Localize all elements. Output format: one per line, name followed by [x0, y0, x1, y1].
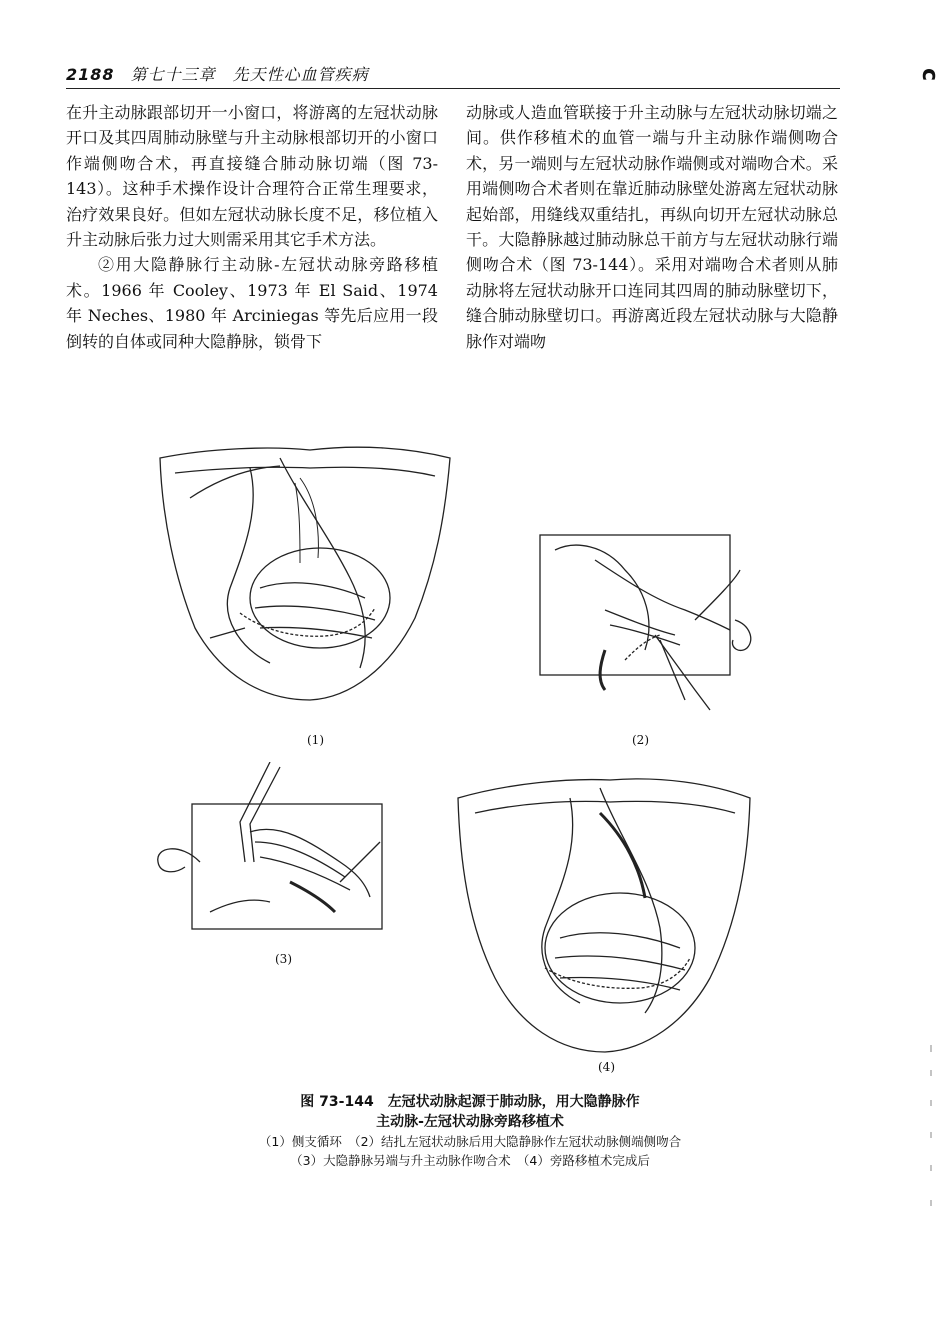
figure-label-1: (1)	[307, 733, 324, 747]
caption-sub-line-1: （1）侧支循环 （2）结扎左冠状动脉后用大隐静脉作左冠状动脉侧端侧吻合	[258, 1134, 682, 1149]
caption-title-line-2: 主动脉-左冠状动脉旁路移植术	[376, 1114, 564, 1130]
surgical-drawing-2	[535, 530, 765, 720]
figure-caption	[120, 1092, 820, 1170]
page-number: 2188	[66, 65, 115, 84]
figure-panel-1	[150, 438, 470, 708]
right-paragraph-1: 动脉或人造血管联接于升主动脉与左冠状动脉切端之间。供作移植术的血管一端与升主动脉作端侧吻合术，另一端则与左冠状动脉作端侧或对端吻合术。采用端侧吻合术者则在靠近肺动脉壁处游离左冠状动脉起始部，用缝线双重结扎，再纵向切开左冠状动脉总干。大隐静脉越过肺动脉总干前方与左冠状动脉行端侧吻合术（图 73-144）。采用对端吻合术者则从肺动脉将左冠状动脉开口连同其四周的肺动脉壁切下，缝合肺动脉壁切口。再游离近段左冠状动脉与大隐静脉作对端吻	[466, 103, 838, 351]
left-column	[66, 100, 438, 354]
chapter-title: 第七十三章 先天性心血管疾病	[130, 65, 369, 84]
scan-margin-marks	[928, 1040, 934, 1220]
figure-panel-3	[150, 762, 390, 942]
right-column	[466, 100, 838, 354]
surgical-drawing-3	[150, 762, 390, 942]
figure-number: 图 73-144	[300, 1094, 374, 1110]
caption-title-text-1: 左冠状动脉起源于肺动脉，用大隐静脉作	[387, 1094, 640, 1110]
figure-label-4: (4)	[598, 1060, 615, 1074]
figure-panel-2	[535, 530, 765, 720]
caption-title-line-1	[120, 1092, 820, 1112]
caption-sub-line-2: （3）大隐静脉另端与升主动脉作吻合术 （4）旁路移植术完成后	[290, 1153, 650, 1168]
surgical-drawing-4	[450, 758, 760, 1058]
left-paragraph-1: 在升主动脉跟部切开一小窗口，将游离的左冠状动脉开口及其四周肺动脉壁与升主动脉根部切开的小窗口作端侧吻合术，再直接缝合肺动脉切端（图 73-143）。这种手术操作设计合理符合正常生理要求，治疗效果良好。但如左冠状动脉长度不足，移位植入升主动脉后张力过大则需采用其它手术方法。	[66, 103, 438, 250]
surgical-drawing-1	[150, 438, 470, 708]
left-paragraph-2: ②用大隐静脉行主动脉-左冠状动脉旁路移植术。1966 年 Cooley、1973 年 El Said、1974 年 Neches、1980 年 Arciniegas 等先后应用一段倒转的自体或同种大隐静脉，锁骨下	[66, 255, 438, 351]
figure-label-2: (2)	[632, 733, 649, 747]
header-rule	[66, 88, 840, 89]
running-header	[66, 62, 866, 88]
figure-panel-4	[450, 758, 760, 1058]
figure-label-3: (3)	[275, 952, 292, 966]
edge-mark: ⅽ	[916, 67, 942, 82]
